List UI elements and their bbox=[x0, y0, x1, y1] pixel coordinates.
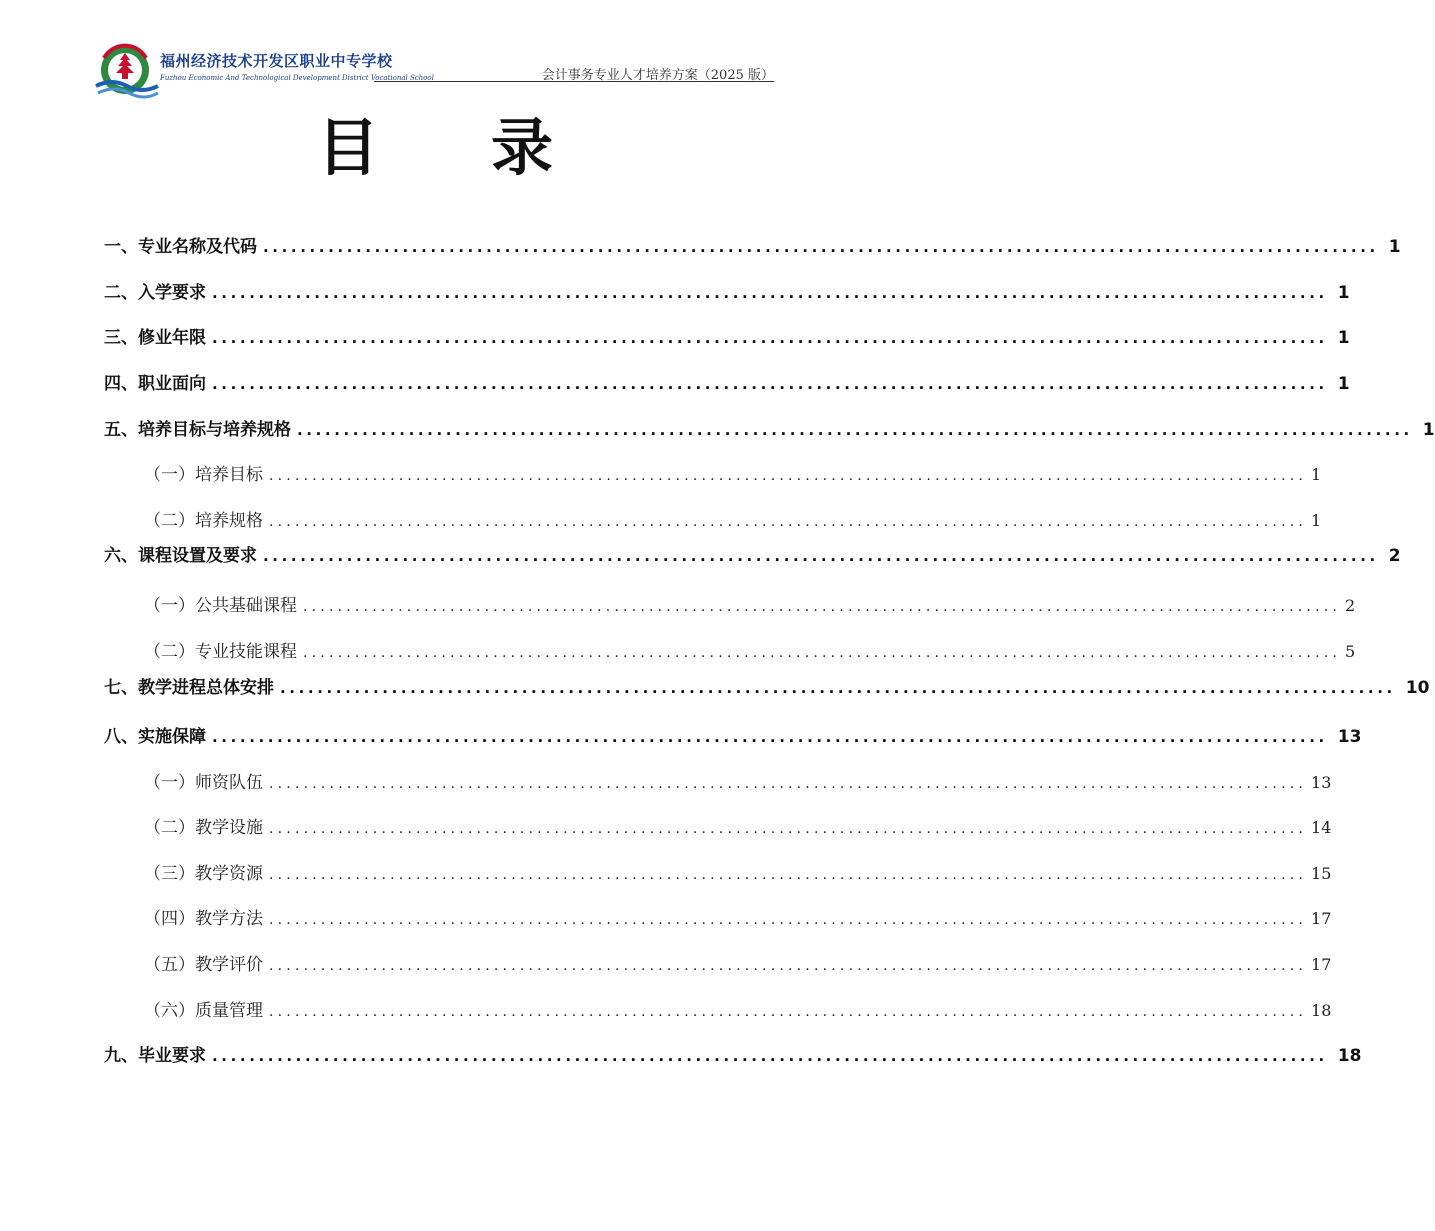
toc-item[interactable] bbox=[144, 637, 1356, 667]
toc-dot-leader: ........................................................................................................................ bbox=[269, 1004, 1308, 1020]
toc-dot-leader: ........................................................................................................................ bbox=[303, 599, 1342, 615]
toc-dot-leader: ........................................................................................................................ bbox=[212, 728, 1328, 746]
document-title: 会计事务专业人才培养方案（2025 版） bbox=[541, 68, 774, 83]
toc-item[interactable] bbox=[144, 460, 1322, 490]
toc-item-title: （二）专业技能课程 bbox=[144, 642, 297, 662]
toc-item-page-number: 17 bbox=[1311, 955, 1332, 974]
toc-dot-leader: ........................................................................................................................ bbox=[269, 776, 1308, 792]
toc-item-page-number: 13 bbox=[1337, 727, 1362, 747]
toc-item-title: 一、专业名称及代码 bbox=[104, 237, 257, 257]
toc-dot-leader: ........................................................................................................................ bbox=[212, 1047, 1328, 1065]
toc-item-page-number: 1 bbox=[1311, 511, 1322, 530]
toc-item-title: 九、毕业要求 bbox=[104, 1046, 206, 1066]
toc-item[interactable] bbox=[144, 859, 1332, 889]
toc-item-title: （三）教学资源 bbox=[144, 864, 263, 884]
toc-item[interactable] bbox=[104, 278, 1350, 308]
toc-item[interactable] bbox=[104, 232, 1401, 262]
toc-item-title: （五）教学评价 bbox=[144, 955, 263, 975]
toc-item-page-number: 18 bbox=[1337, 1046, 1362, 1066]
toc-item[interactable] bbox=[144, 591, 1356, 621]
toc-item[interactable] bbox=[104, 673, 1430, 703]
toc-item-page-number: 14 bbox=[1311, 818, 1332, 837]
toc-item[interactable] bbox=[144, 904, 1332, 934]
toc-dot-leader: ........................................................................................................................ bbox=[269, 821, 1308, 837]
toc-item[interactable] bbox=[104, 541, 1401, 571]
toc-item-title: 八、实施保障 bbox=[104, 727, 206, 747]
toc-dot-leader: ........................................................................................................................ bbox=[212, 329, 1328, 347]
toc-item-page-number: 2 bbox=[1388, 546, 1401, 566]
toc-item[interactable] bbox=[104, 323, 1350, 353]
toc-item[interactable] bbox=[144, 768, 1332, 798]
toc-item-page-number: 1 bbox=[1337, 374, 1350, 394]
toc-dot-leader: ........................................................................................................................ bbox=[303, 645, 1342, 661]
toc-item-page-number: 1 bbox=[1337, 283, 1350, 303]
toc-item-title: 三、修业年限 bbox=[104, 328, 206, 348]
toc-item-title: （六）质量管理 bbox=[144, 1001, 263, 1021]
toc-item[interactable] bbox=[144, 506, 1322, 536]
toc-dot-leader: ........................................................................................................................ bbox=[263, 547, 1379, 565]
toc-dot-leader: ........................................................................................................................ bbox=[263, 238, 1379, 256]
toc-dot-leader: ........................................................................................................................ bbox=[269, 867, 1308, 883]
toc-item-page-number: 13 bbox=[1311, 773, 1332, 792]
toc-item-page-number: 5 bbox=[1345, 642, 1356, 661]
toc-item[interactable] bbox=[104, 1041, 1362, 1071]
toc-item-page-number: 10 bbox=[1405, 678, 1430, 698]
toc-dot-leader: ........................................................................................................................ bbox=[212, 375, 1328, 393]
toc-item[interactable] bbox=[144, 813, 1332, 843]
toc-item[interactable] bbox=[104, 415, 1435, 445]
toc-item-title: 二、入学要求 bbox=[104, 283, 206, 303]
toc-item-page-number: 1 bbox=[1311, 465, 1322, 484]
toc-item-title: 五、培养目标与培养规格 bbox=[104, 420, 291, 440]
page-title: 目录 bbox=[316, 111, 665, 184]
toc-item-title: （二）教学设施 bbox=[144, 818, 263, 838]
toc-item-page-number: 18 bbox=[1311, 1001, 1332, 1020]
school-name-en: Fuzhou Economic And Technological Development District Vocational School bbox=[160, 74, 434, 82]
toc-item-title: （四）教学方法 bbox=[144, 909, 263, 929]
toc-dot-leader: ........................................................................................................................ bbox=[269, 514, 1308, 530]
toc-item-title: 七、教学进程总体安排 bbox=[104, 678, 274, 698]
school-name-cn: 福州经济技术开发区职业中专学校 bbox=[160, 52, 393, 70]
toc-item-title: 四、职业面向 bbox=[104, 374, 206, 394]
toc-dot-leader: ........................................................................................................................ bbox=[280, 679, 1396, 697]
toc-item[interactable] bbox=[144, 996, 1332, 1026]
toc-item-title: （一）培养目标 bbox=[144, 465, 263, 485]
toc-dot-leader: ........................................................................................................................ bbox=[269, 912, 1308, 928]
toc-dot-leader: ........................................................................................................................ bbox=[297, 421, 1413, 439]
toc-item-title: 六、课程设置及要求 bbox=[104, 546, 257, 566]
toc-item-title: （一）公共基础课程 bbox=[144, 596, 297, 616]
toc-dot-leader: ........................................................................................................................ bbox=[269, 468, 1308, 484]
toc-item-title: （一）师资队伍 bbox=[144, 773, 263, 793]
toc-dot-leader: ........................................................................................................................ bbox=[269, 958, 1308, 974]
toc-item-page-number: 1 bbox=[1388, 237, 1401, 257]
toc-item-page-number: 2 bbox=[1345, 596, 1356, 615]
toc-item-page-number: 1 bbox=[1422, 420, 1435, 440]
toc-dot-leader: ........................................................................................................................ bbox=[212, 284, 1328, 302]
toc-item-title: （二）培养规格 bbox=[144, 511, 263, 531]
toc-item-page-number: 1 bbox=[1337, 328, 1350, 348]
toc-item[interactable] bbox=[104, 722, 1362, 752]
toc-item[interactable] bbox=[104, 369, 1350, 399]
toc-item-page-number: 15 bbox=[1311, 864, 1332, 883]
toc-item[interactable] bbox=[144, 950, 1332, 980]
toc-item-page-number: 17 bbox=[1311, 909, 1332, 928]
